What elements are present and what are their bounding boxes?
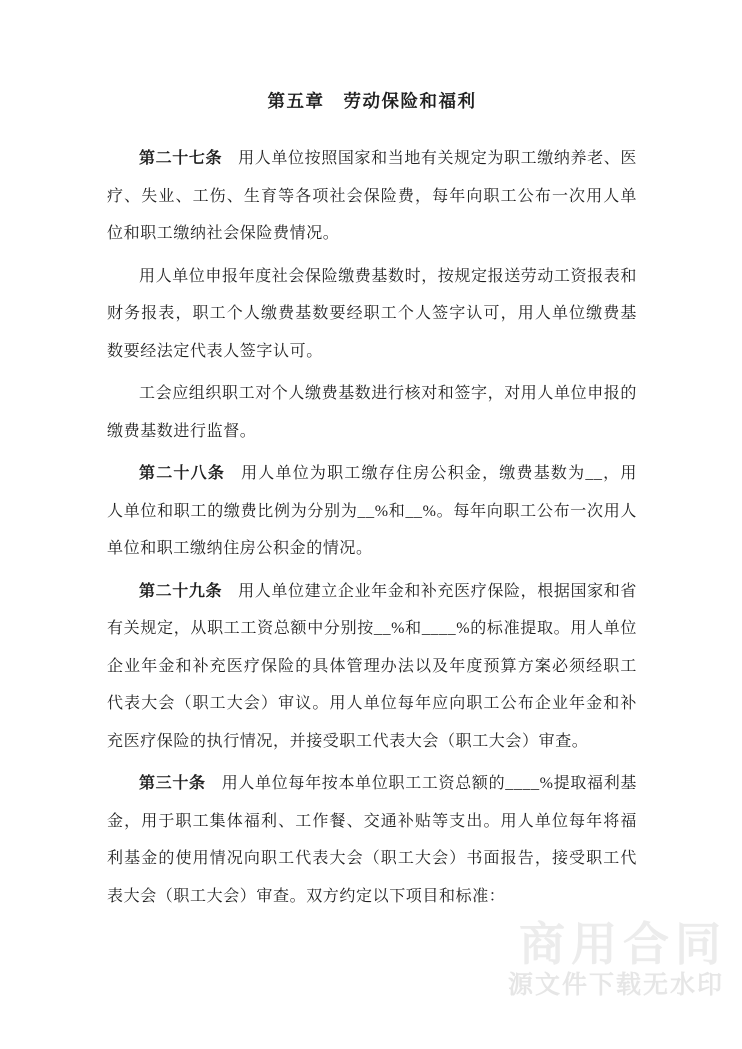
document-content [107,88,637,920]
watermark [508,920,738,1000]
contract-clause: 第二十九条 用人单位建立企业年金和补充医疗保险，根据国家和省有关规定，从职工工资总额中分别按__%和____%的标准提取。用人单位企业年金和补充医疗保险的具体管理办法以及年度预算方案必须经职工代表大会（职工大会）审议。用人单位每年应向职工公布企业年金和补充医疗保险的执行情况，并接受职工代表大会（职工大会）审查。 [107,582,637,750]
clauses-container [107,140,637,915]
contract-clause: 工会应组织职工对个人缴费基数进行核对和签字，对用人单位申报的缴费基数进行监督。 [107,385,638,440]
clause-number: 第二十八条 [139,465,226,482]
clause-number: 第二十九条 [139,582,223,600]
clause-number: 第三十条 [139,775,206,792]
contract-clause: 第二十八条 用人单位为职工缴存住房公积金，缴费基数为__，用人单位和职工的缴费比例为分别为__%和__%。每年向职工公布一次用人单位和职工缴纳住房公积金的情况。 [107,465,637,557]
chapter-title: 第五章 劳动保险和福利 [267,91,477,111]
contract-clause: 第二十七条 用人单位按照国家和当地有关规定为职工缴纳养老、医疗、失业、工伤、生育等各项社会保险费，每年向职工公布一次用人单位和职工缴纳社会保险费情况。 [107,150,637,242]
watermark-tagline: 源文件下载无水印 [507,971,724,999]
watermark-brand: 商用合同 [518,918,727,970]
contract-clause: 用人单位申报年度社会保险缴费基数时，按规定报送劳动工资报表和财务报表，职工个人缴费基数要经职工个人签字认可，用人单位缴费基数要经法定代表人签字认可。 [107,267,638,360]
clause-number: 第二十七条 [139,150,223,167]
contract-clause: 第三十条 用人单位每年按本单位职工工资总额的____%提取福利基金，用于职工集体福利、工作餐、交通补贴等支出。用人单位每年将福利基金的使用情况向职工代表大会（职工大会）书面报告，接受职工代表大会（职工大会）审查。双方约定以下项目和标准： [107,775,637,905]
